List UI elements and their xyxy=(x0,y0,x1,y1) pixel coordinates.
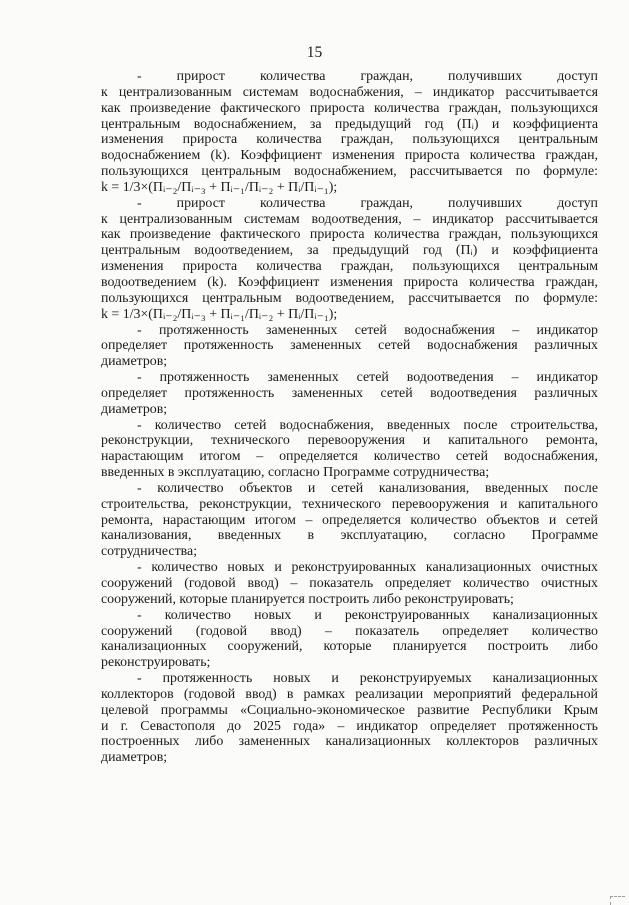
text-line: центральным водоснабжением, за предыдущий год (Пᵢ) и коэффициента xyxy=(101,116,598,132)
text-line: - протяженность новых и реконструируемых канализационных xyxy=(137,671,598,687)
text-line: построенных либо замененных канализационных коллекторов различных xyxy=(101,734,598,750)
text-line: к централизованным системам водоотведения, – индикатор рассчитывается xyxy=(101,211,598,227)
page-number: 15 xyxy=(306,44,323,61)
text-line: - количество сетей водоснабжения, введенных после строительства, xyxy=(137,417,598,433)
document-body xyxy=(101,69,598,766)
text-line: реконструкции, технического перевооружения и капитального ремонта, xyxy=(101,433,598,449)
paragraph xyxy=(101,418,598,481)
text-line: - количество новых и реконструированных канализационных xyxy=(137,607,598,623)
text-line: и г. Севастополя до 2025 года» – индикатор определяет протяженность xyxy=(101,718,598,734)
text-line: как произведение фактического прироста количества граждан, пользующихся xyxy=(101,100,598,116)
text-line: - количество новых и реконструированных канализационных очистных xyxy=(137,560,598,576)
text-line: водоснабжением (k). Коэффициент изменения прироста количества граждан, xyxy=(101,148,598,164)
text-line: - прирост количества граждан, получивших доступ xyxy=(137,69,598,84)
text-line: k = 1/3×(Пᵢ₋₂/Пᵢ₋₃ + Пᵢ₋₁/Пᵢ₋₂ + Пᵢ/Пᵢ₋₁); xyxy=(101,179,338,195)
text-line: k = 1/3×(Пᵢ₋₂/Пᵢ₋₃ + Пᵢ₋₁/Пᵢ₋₂ + Пᵢ/Пᵢ₋₁); xyxy=(101,306,338,322)
paragraph xyxy=(101,196,598,323)
text-line: сооружений (годовой ввод) – показатель определяет количество xyxy=(101,623,598,639)
text-line: ремонта, нарастающим итогом – определяется количество объектов и сетей xyxy=(101,512,598,528)
paragraph xyxy=(101,608,598,671)
text-line: водоотведением (k). Коэффициент изменения прироста количества граждан, xyxy=(101,274,598,290)
text-line: сотрудничества; xyxy=(101,544,198,560)
text-line: изменения прироста количества граждан, пользующихся центральным xyxy=(101,259,598,275)
text-line: - прирост количества граждан, получивших доступ xyxy=(137,195,598,211)
text-line: диаметров; xyxy=(101,750,168,766)
text-line: нарастающим итогом – определяется количество сетей водоснабжения, xyxy=(101,449,598,465)
paragraph xyxy=(101,370,598,418)
text-line: к централизованным системам водоснабжения, – индикатор рассчитывается xyxy=(101,84,598,100)
text-line: - протяженность замененных сетей водоотведения – индикатор xyxy=(137,370,598,386)
scan-corner-mark xyxy=(610,896,625,905)
text-line: введенных в эксплуатацию, согласно Программе сотрудничества; xyxy=(101,465,490,481)
text-line: центральным водоотведением, за предыдущий год (Пᵢ) и коэффициента xyxy=(101,243,598,259)
text-line: коллекторов (годовой ввод) в рамках реализации мероприятий федеральной xyxy=(101,686,598,702)
text-line: реконструировать; xyxy=(101,655,211,671)
paragraph xyxy=(101,671,598,766)
paragraph xyxy=(101,69,598,196)
text-line: пользующихся центральным водоснабжением, рассчитывается по формуле: xyxy=(101,164,598,180)
text-line: - протяженность замененных сетей водоснабжения – индикатор xyxy=(137,322,598,338)
paragraph xyxy=(101,481,598,560)
text-line: пользующихся центральным водоотведением, рассчитывается по формуле: xyxy=(101,290,598,306)
text-line: изменения прироста количества граждан, пользующихся центральным xyxy=(101,132,598,148)
text-line: сооружений, которые планируется построить либо реконструировать; xyxy=(101,591,514,607)
text-line: определяет протяженность замененных сетей водоснабжения различных xyxy=(101,338,598,354)
text-line: диаметров; xyxy=(101,401,168,417)
text-line: канализования, введенных в эксплуатацию, согласно Программе xyxy=(101,528,598,544)
text-line: строительства, реконструкции, технического перевооружения и капитального xyxy=(101,496,598,512)
text-line: - количество объектов и сетей канализования, введенных после xyxy=(137,480,598,496)
text-line: как произведение фактического прироста количества граждан, пользующихся xyxy=(101,227,598,243)
paragraph xyxy=(101,560,598,608)
text-line: канализационных сооружений, которые планируется построить либо xyxy=(101,639,598,655)
text-line: определяет протяженность замененных сетей водоотведения различных xyxy=(101,385,598,401)
text-line: сооружений (годовой ввод) – показатель определяет количество очистных xyxy=(101,576,598,591)
text-line: целевой программы «Социально-экономическое развитие Республики Крым xyxy=(101,702,598,718)
text-line: диаметров; xyxy=(101,354,168,370)
paragraph xyxy=(101,323,598,371)
